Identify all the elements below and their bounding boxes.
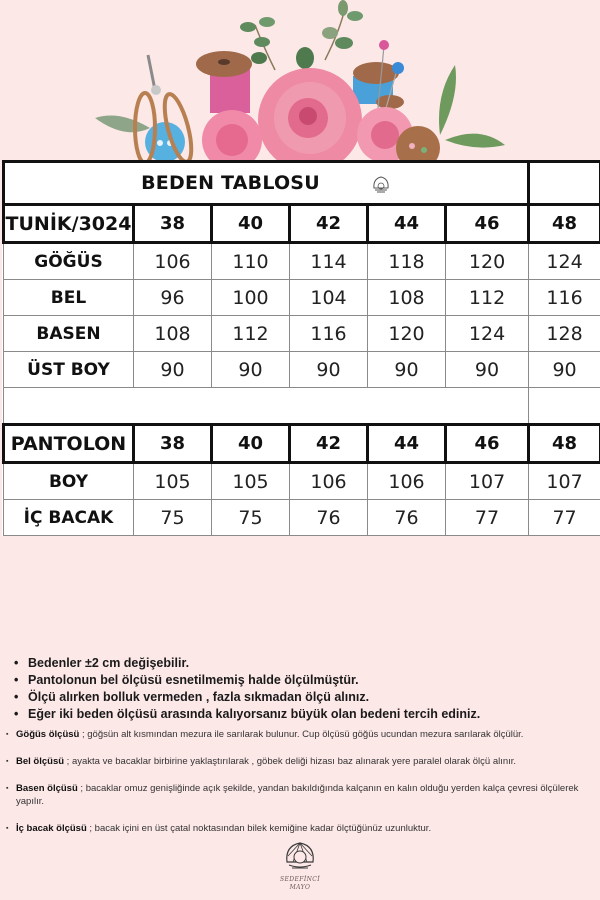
cell: 118 <box>368 243 446 280</box>
note-item: • Eğer iki beden ölçüsü arasında kalıyorsanız büyük olan bedeni tercih ediniz. <box>22 706 588 723</box>
measurement-details <box>8 728 598 849</box>
detail-text: ; göğsün alt kısmından mezura ile sarılarak bulunur. Cup ölçüsü göğüs ucundan mezura sarılarak ölçülür. <box>79 729 524 740</box>
size-chart <box>2 160 599 536</box>
detail-term: Bel ölçüsü <box>16 756 65 767</box>
cell: 108 <box>134 316 212 352</box>
seashell-logo-icon <box>283 838 317 872</box>
row-label: İÇ BACAK <box>4 500 134 536</box>
detail-text: ; ayakta ve bacaklar birbirine yaklaştırılarak , göbek deliği hizası baz alınarak yere paralel olarak ölçü alınır. <box>64 756 517 767</box>
cell: 107 <box>529 463 600 500</box>
cell: 106 <box>134 243 212 280</box>
cell: 106 <box>290 463 368 500</box>
size-46: 46 <box>446 205 529 243</box>
detail-term: İç bacak ölçüsü <box>16 823 87 834</box>
cell: 112 <box>212 316 290 352</box>
cell: 90 <box>290 352 368 388</box>
size-38: 38 <box>134 425 212 463</box>
size-42: 42 <box>290 205 368 243</box>
table-row <box>4 316 600 352</box>
row-label: BEL <box>4 280 134 316</box>
size-44: 44 <box>368 425 446 463</box>
cell: 116 <box>290 316 368 352</box>
table-row <box>4 500 600 536</box>
size-48: 48 <box>529 205 600 243</box>
row-label: GÖĞÜS <box>4 243 134 280</box>
title-row <box>4 162 600 205</box>
cell: 120 <box>368 316 446 352</box>
cell: 100 <box>212 280 290 316</box>
sewing-roses-illustration <box>0 0 600 160</box>
cell: 114 <box>290 243 368 280</box>
size-48: 48 <box>529 425 600 463</box>
table-row <box>4 280 600 316</box>
cell: 124 <box>529 243 600 280</box>
detail-text: ; bacaklar omuz genişliğinde açık şekilde, yandan bakıldığında kalçanın en kalın olduğu yerden kalça çevresi ölçülerek yapılır. <box>16 783 579 807</box>
title-empty-cell <box>529 162 600 205</box>
size-46: 46 <box>446 425 529 463</box>
size-42: 42 <box>290 425 368 463</box>
cell: 90 <box>134 352 212 388</box>
cell: 76 <box>290 500 368 536</box>
cell: 106 <box>368 463 446 500</box>
size-44: 44 <box>368 205 446 243</box>
note-item: • Bedenler ±2 cm değişebilir. <box>22 655 588 672</box>
cell: 90 <box>368 352 446 388</box>
row-label: BASEN <box>4 316 134 352</box>
cell: 104 <box>290 280 368 316</box>
tunik-header: TUNİK/3024 <box>4 205 134 243</box>
note-item: • Ölçü alırken bolluk vermeden , fazla sıkmadan ölçü alınız. <box>22 689 588 706</box>
cell: 90 <box>529 352 600 388</box>
spacer-cell <box>529 388 600 425</box>
cell: 128 <box>529 316 600 352</box>
table-row <box>4 463 600 500</box>
cell: 120 <box>446 243 529 280</box>
notes-list <box>8 655 588 723</box>
size-38: 38 <box>134 205 212 243</box>
logo-line2: MAYO <box>289 884 311 891</box>
cell: 90 <box>212 352 290 388</box>
cell: 107 <box>446 463 529 500</box>
detail-item <box>8 755 598 768</box>
row-label: ÜST BOY <box>4 352 134 388</box>
detail-item <box>8 782 598 808</box>
spacer-row <box>4 388 600 425</box>
note-item: • Pantolonun bel ölçüsü esnetilmemiş halde ölçülmüştür. <box>22 672 588 689</box>
table-row <box>4 243 600 280</box>
tunik-header-row <box>4 205 600 243</box>
pantolon-header-row <box>4 425 600 463</box>
cell: 75 <box>134 500 212 536</box>
cell: 105 <box>212 463 290 500</box>
table-row <box>4 352 600 388</box>
page-title: BEDEN TABLOSU <box>141 171 320 194</box>
detail-text: ; bacak içini en üst çatal noktasından bilek kemiğine kadar ölçtüğünüz uzunluktur. <box>86 823 432 834</box>
brand-logo <box>278 838 322 892</box>
row-label: BOY <box>4 463 134 500</box>
cell: 90 <box>446 352 529 388</box>
seashell-icon <box>371 174 391 194</box>
size-40: 40 <box>212 205 290 243</box>
cell: 105 <box>134 463 212 500</box>
size-40: 40 <box>212 425 290 463</box>
logo-line1: SEDEFİNCİ <box>279 876 321 883</box>
cell: 110 <box>212 243 290 280</box>
cell: 124 <box>446 316 529 352</box>
cell: 76 <box>368 500 446 536</box>
cell: 112 <box>446 280 529 316</box>
detail-item <box>8 728 598 741</box>
title-cell <box>4 162 529 205</box>
detail-item <box>8 822 598 835</box>
pantolon-header: PANTOLON <box>4 425 134 463</box>
cell: 116 <box>529 280 600 316</box>
cell: 108 <box>368 280 446 316</box>
detail-term: Göğüs ölçüsü <box>16 729 80 740</box>
cell: 96 <box>134 280 212 316</box>
spacer-cell <box>4 388 529 425</box>
detail-term: Basen ölçüsü <box>16 783 78 794</box>
cell: 77 <box>446 500 529 536</box>
cell: 75 <box>212 500 290 536</box>
size-table <box>2 160 600 536</box>
cell: 77 <box>529 500 600 536</box>
